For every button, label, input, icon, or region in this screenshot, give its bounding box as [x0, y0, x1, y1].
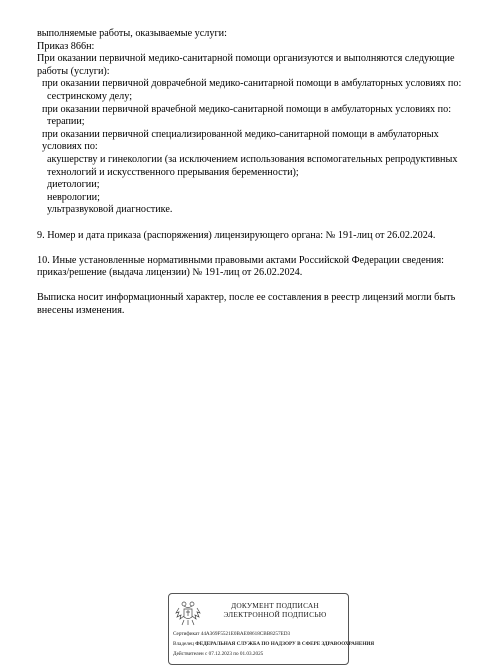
doc-line: При оказании первичной медико-санитарной помощи организуются и выполняются следующие работы (услуги):: [37, 53, 455, 77]
stamp-validity: Действителен с 07.12.2023 по 01.03.2025: [173, 651, 264, 657]
doc-line: сестринскому делу;: [47, 90, 133, 102]
doc-line: ультразвуковой диагностике.: [47, 204, 173, 216]
item-10: 10. Иные установленные нормативными правовыми актами Российской Федерации сведения: приказ/решение (выдача лицензии) № 191-лиц от 26.02.2024.: [37, 254, 445, 279]
stamp-title-line: ДОКУМЕНТ ПОДПИСАН: [231, 601, 319, 610]
coat-of-arms-icon: [175, 599, 201, 627]
doc-line: при оказании первичной врачебной медико-санитарной помощи в амбулаторных условиях по:: [42, 103, 452, 115]
item-9: 9. Номер и дата приказа (распоряжения) лицензирующего органа: № 191-лиц от 26.02.2024.: [37, 229, 436, 241]
paragraph-gap: [37, 242, 469, 255]
cert-label: Сертификат: [173, 631, 200, 637]
disclaimer-note: Выписка носит информационный характер, после ее составления в реестр лицензий могли быть внесены изменения.: [37, 292, 456, 317]
doc-line: выполняемые работы, оказываемые услуги:: [37, 28, 227, 39]
doc-line: терапии;: [47, 116, 85, 128]
owner-value: ФЕДЕРАЛЬНАЯ СЛУЖБА ПО НАДЗОРУ В СФЕРЕ ЗДРАВООХРАНЕНИЯ: [195, 641, 375, 647]
stamp-title: [207, 601, 343, 619]
doc-line: при оказании первичной доврачебной медико-санитарной помощи в амбулаторных условиях по:: [42, 78, 462, 90]
doc-line: неврологии;: [47, 191, 100, 203]
paragraph-gap: [37, 217, 469, 230]
doc-line: акушерству и гинекологии (за исключением использования вспомогательных репродуктивных технологий и искусственного прерывания беременности);: [47, 153, 458, 178]
electronic-signature-stamp: [168, 593, 375, 665]
document-body: [37, 28, 469, 318]
owner-label: Владелец: [173, 641, 194, 647]
stamp-certificate: [173, 631, 290, 637]
doc-line: при оказании первичной специализированной медико-санитарной помощи в амбулаторных условиях по:: [42, 128, 439, 153]
stamp-title-line: ЭЛЕКТРОННОЙ ПОДПИСЬЮ: [223, 610, 327, 619]
cert-value: 44A369F5521E0BAE08618CBB8257ED3: [200, 631, 291, 637]
doc-line: диетологии;: [47, 179, 100, 191]
doc-line: Приказ 866н:: [37, 40, 95, 52]
paragraph-gap: [37, 280, 469, 293]
stamp-owner: [173, 641, 374, 647]
